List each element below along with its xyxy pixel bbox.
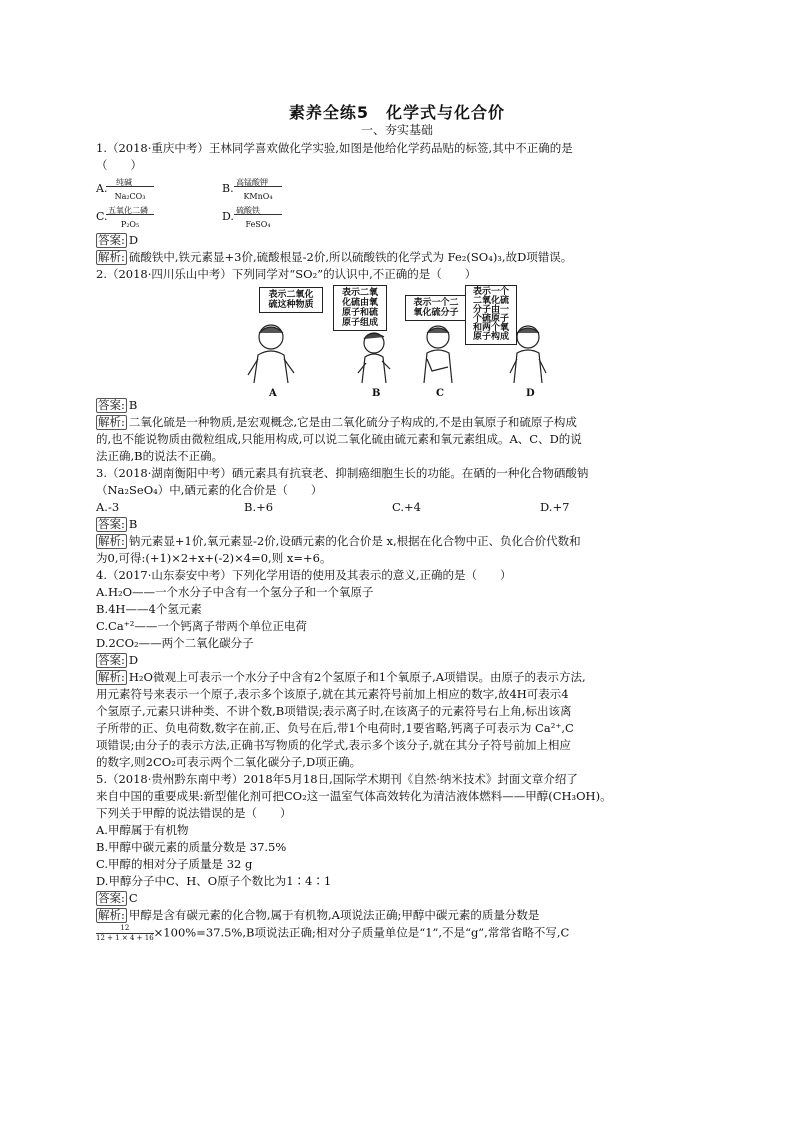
label-name: 高锰酸钾 xyxy=(236,178,268,187)
label-formula: KMnO₄ xyxy=(234,186,282,205)
q5-answer: C xyxy=(128,891,138,905)
page-title: 素养全练5 化学式与化合价 xyxy=(288,103,506,122)
q4-option-c: C.Ca⁺²——一个钙离子带两个单位正电荷 xyxy=(96,619,307,633)
q2-stem: 2.（2018·四川乐山中考）下列同学对“SO₂”的认识中,不正确的是（ ） xyxy=(96,267,477,281)
q2-explain-row xyxy=(96,414,696,431)
q1-answer-row xyxy=(96,232,696,249)
label-name: 硫酸铁 xyxy=(236,206,260,215)
explain-tag: 解析: xyxy=(98,670,125,684)
q4-explain-line: 项错误;由分子的表示方法,正确书写物质的化学式,表示多个该分子,就在其分子符号前加上相应 xyxy=(96,738,571,752)
q2-explain-line: 二氧化硫是一种物质,是宏观概念,它是由二氧化硫分子构成的,不是由氧原子和硫原子构成 xyxy=(128,415,577,429)
answer-tag: 答案: xyxy=(98,233,125,247)
q5-option-c: C.甲醇的相对分子质量是 32 g xyxy=(96,857,253,871)
bubble-text: 原子和硫 xyxy=(341,308,378,318)
bubble-text: 二氧化硫 xyxy=(472,296,509,306)
q5-option-b: B.甲醇中碳元素的质量分数是 37.5% xyxy=(96,840,287,854)
q5-answer-row xyxy=(96,890,696,907)
q4-option-b: B.4H——4个氢元素 xyxy=(96,602,202,616)
q5-stem: 5.（2018·贵州黔东南中考）2018年5月18日,国际学术期刊《自然·纳米技术》封面文章介绍了 xyxy=(96,772,578,786)
q5-explain-formula-row xyxy=(96,924,696,943)
label-a: A xyxy=(269,388,277,399)
option-letter: A. xyxy=(96,182,108,195)
bubble-text: 化硫由氧 xyxy=(341,298,378,308)
answer-tag: 答案: xyxy=(98,653,125,667)
q2-figure xyxy=(96,285,696,397)
bubble-text: 分子由一 xyxy=(472,305,509,315)
q3-answer-row xyxy=(96,516,696,533)
answer-tag: 答案: xyxy=(98,891,125,905)
q3-options xyxy=(96,499,696,516)
content xyxy=(96,140,696,943)
label-name: 五氧化二磷 xyxy=(108,206,148,215)
q2-answer-row xyxy=(96,397,696,414)
q4-explain-line: 用元素符号来表示一个原子,表示多个该原子,就在其元素符号前加上相应的数字,故4H可表示4 xyxy=(96,687,569,701)
bubble-text: 氧化硫分子 xyxy=(413,308,459,318)
q5-option-a: A.甲醇属于有机物 xyxy=(96,823,189,837)
q3-explain-line: 钠元素显+1价,氧元素显-2价,设硒元素的化合价是 x,根据在化合物中正、负化合价代数和 xyxy=(128,534,581,548)
bubble-text: 和两个氧 xyxy=(472,323,509,333)
q4-explain-row xyxy=(96,669,696,686)
q1-explain-row xyxy=(96,249,696,266)
bubble-text: 表示一个二 xyxy=(413,298,459,308)
label-d: D xyxy=(526,388,535,399)
q4-answer: D xyxy=(128,653,139,667)
option-letter: D. xyxy=(222,210,234,223)
q3-answer: B xyxy=(128,517,138,531)
label-name: 纯碱 xyxy=(116,178,132,187)
bubble-text: 硫这种物质 xyxy=(268,300,314,310)
explain-tag: 解析: xyxy=(98,908,125,922)
q4-explain-line: 的数字,则2CO₂可表示两个二氧化碳分子,D项正确。 xyxy=(96,755,362,769)
q1-options xyxy=(96,174,696,232)
students-illustration xyxy=(236,323,556,385)
q3-option-a: A.-3 xyxy=(96,500,120,514)
student-d xyxy=(510,326,546,383)
q1-stem: 1.（2018·重庆中考）王林同学喜欢做化学实验,如图是他给化学药品贴的标签,其中不正确的是 xyxy=(96,141,573,155)
q5-stem-2: 来自中国的重要成果:新型催化剂可把CO₂这一温室气体高效转化为清洁液体燃料——甲醇(CH₃OH)。 xyxy=(96,789,612,803)
bubble-text: 原子构成 xyxy=(472,332,509,342)
explain-tag: 解析: xyxy=(98,534,125,548)
bubble-text: 表示二氧 xyxy=(341,288,378,298)
label-b: B xyxy=(372,388,381,399)
student-b xyxy=(358,333,390,383)
q2-answer: B xyxy=(128,398,138,412)
q4-explain-line: 个氢原子,元素只讲种类、不讲个数,B项错误;表示离子时,在该离子的元素符号右上角,标出该离 xyxy=(96,704,572,718)
q5-explain-line: ×100%=37.5%,B项说法正确;相对分子质量单位是“1”,不是“g”,常常省略不写,C xyxy=(153,925,570,940)
option-letter: B. xyxy=(222,182,234,195)
label-formula: FeSO₄ xyxy=(234,214,282,233)
option-letter: C. xyxy=(96,210,108,223)
q5-stem-3: 下列关于甲醇的说法错误的是（ ） xyxy=(96,806,292,820)
fraction-numerator: 12 xyxy=(96,924,154,934)
q3-option-d: D.+7 xyxy=(540,500,570,514)
q3-explain-row xyxy=(96,533,696,550)
q4-explain-line: 子所带的正、负电荷数,数字在前,正、负号在后,带1个电荷时,1要省略,钙离子可表示为 Ca²⁺,C xyxy=(96,721,574,735)
bubble-text: 表示一个 xyxy=(472,287,509,297)
bubble-text: 个硫原子 xyxy=(472,314,509,324)
q4-explain-line: H₂O微观上可表示一个水分子中含有2个氢原子和1个氧原子,A项错误。由原子的表示方法, xyxy=(128,670,586,684)
section-heading: 一、夯实基础 xyxy=(360,123,433,137)
bubble-text: 原子组成 xyxy=(341,318,378,328)
q1-paren: （ ） xyxy=(96,158,142,172)
q2-explain-line: 的,也不能说物质由微粒组成,只能用构成,可以说二氧化硫由硫元素和氧元素组成。A、C、D的说 xyxy=(96,432,582,446)
label-c: C xyxy=(436,388,444,399)
q3-stem: 3.（2018·湖南衡阳中考）硒元素具有抗衰老、抑制癌细胞生长的功能。在硒的一种化合物硒酸钠 xyxy=(96,466,589,480)
explain-tag: 解析: xyxy=(98,415,125,429)
q4-stem: 4.（2017·山东泰安中考）下列化学用语的使用及其表示的意义,正确的是（ ） xyxy=(96,568,512,582)
q1-answer: D xyxy=(128,233,139,247)
label-formula: Na₂CO₃ xyxy=(106,186,154,205)
q3-stem-2: （Na₂SeO₄）中,硒元素的化合价是（ ） xyxy=(96,483,323,497)
q5-explain-line: 甲醇是含有碳元素的化合物,属于有机物,A项说法正确;甲醇中碳元素的质量分数是 xyxy=(128,908,540,922)
student-c xyxy=(424,326,452,383)
bubble-c xyxy=(405,295,467,321)
q5-explain-row xyxy=(96,907,696,924)
q5-option-d: D.甲醇分子中C、H、O原子个数比为1∶4∶1 xyxy=(96,874,332,888)
q4-option-a: A.H₂O——一个水分子中含有一个氢分子和一个氧原子 xyxy=(96,585,374,599)
q4-answer-row xyxy=(96,652,696,669)
bubble-a xyxy=(259,287,323,313)
q3-option-b: B.+6 xyxy=(244,500,274,514)
q4-option-d: D.2CO₂——两个二氧化碳分子 xyxy=(96,636,254,650)
mass-fraction xyxy=(96,924,154,943)
explain-tag: 解析: xyxy=(98,250,125,264)
student-a xyxy=(248,325,294,383)
fraction-denominator: 12 + 1 × 4 + 16 xyxy=(96,934,154,942)
answer-tag: 答案: xyxy=(98,398,125,412)
q3-option-c: C.+4 xyxy=(392,500,421,514)
q3-explain-line: 为0,可得:(+1)×2+x+(-2)×4=0,则 x=+6。 xyxy=(96,551,332,565)
q1-explain: 硫酸铁中,铁元素显+3价,硫酸根显-2价,所以硫酸铁的化学式为 Fe₂(SO₄)₃,故D项错误。 xyxy=(128,250,573,264)
bubble-text: 表示二氧化 xyxy=(268,290,314,300)
q2-explain-line: 法正确,B的说法不正确。 xyxy=(96,449,224,463)
label-formula: P₂O₅ xyxy=(106,214,154,233)
answer-tag: 答案: xyxy=(98,517,125,531)
